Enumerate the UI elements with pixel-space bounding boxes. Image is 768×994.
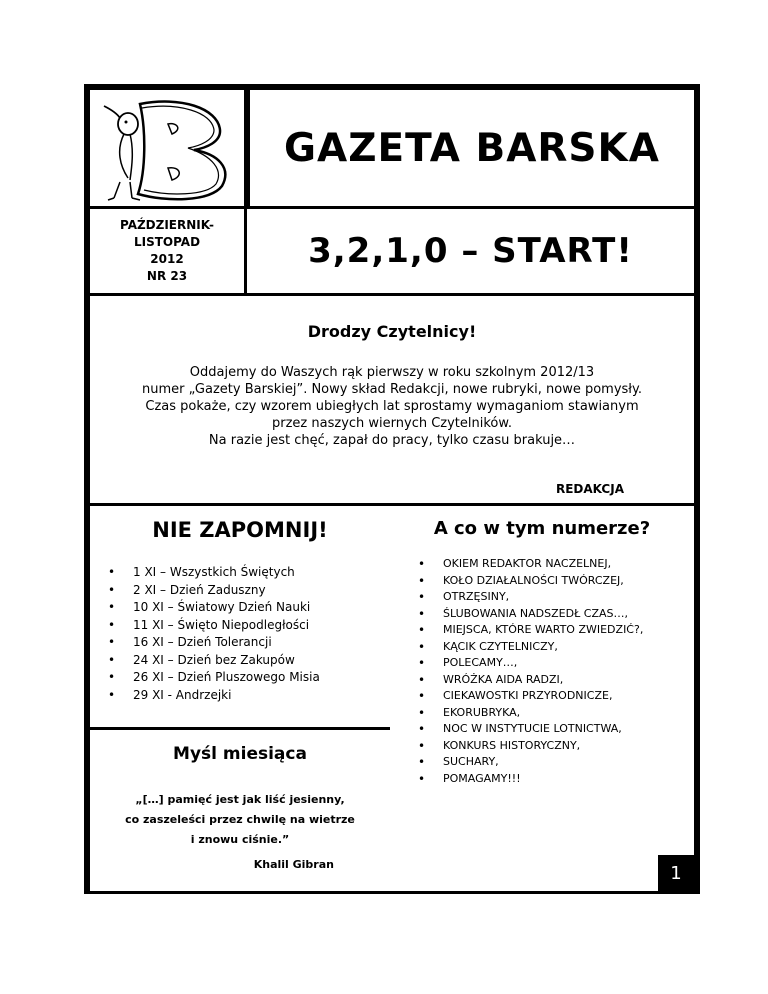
list-item: • KOŁO DZIAŁALNOŚCI TWÓRCZEJ,	[418, 573, 668, 590]
list-item: • MIEJSCA, KTÓRE WARTO ZWIEDZIĆ?,	[418, 622, 668, 639]
list-item: • NOC W INSTYTUCIE LOTNICTWA,	[418, 721, 668, 738]
quote-line: co zaszeleści przez chwilę na wietrze	[125, 813, 355, 826]
quote-author: Khalil Gibran	[253, 858, 334, 871]
letter-b-logo-icon	[90, 90, 244, 206]
list-item: • 11 XI – Święto Niepodległości	[108, 617, 320, 635]
intro-line: Na razie jest chęć, zapał do pracy, tylko czasu brakuje…	[208, 433, 576, 448]
list-item: • 29 XI - Andrzejki	[108, 687, 320, 705]
thought-box	[87, 727, 393, 894]
remember-list	[108, 564, 320, 704]
list-item: • 24 XI – Dzień bez Zakupów	[108, 652, 320, 670]
issue-month: PAŹDZIERNIK-	[120, 218, 214, 232]
list-item: • KONKURS HISTORYCZNY,	[418, 738, 668, 755]
headline-box	[244, 206, 697, 296]
list-item: • 26 XI – Dzień Pluszowego Misia	[108, 669, 320, 687]
intro-line: przez naszych wiernych Czytelników.	[272, 416, 512, 431]
list-item: • POLECAMY…,	[418, 655, 668, 672]
toc-title: A co w tym numerze?	[433, 518, 651, 539]
list-item: • OTRZĘSINY,	[418, 589, 668, 606]
remember-box	[87, 503, 393, 730]
list-item: • KĄCIK CZYTELNICZY,	[418, 639, 668, 656]
list-item: • 10 XI – Światowy Dzień Nauki	[108, 599, 320, 617]
issue-number: NR 23	[146, 269, 188, 283]
thought-title: Myśl miesiąca	[173, 744, 307, 764]
issue-info-box	[87, 206, 247, 296]
masthead-title: GAZETA BARSKA	[284, 125, 660, 171]
masthead-title-box	[247, 87, 697, 209]
remember-title: NIE ZAPOMNIJ!	[152, 518, 328, 542]
list-item: • WRÓŻKA AIDA RADZI,	[418, 672, 668, 689]
list-item: • OKIEM REDAKTOR NACZELNEJ,	[418, 556, 668, 573]
headline: 3,2,1,0 – START!	[308, 231, 633, 271]
logo-box	[87, 87, 247, 209]
list-item: • 16 XI – Dzień Tolerancji	[108, 634, 320, 652]
intro-text	[110, 364, 674, 449]
issue-month-2: LISTOPAD	[133, 235, 201, 249]
issue-year: 2012	[150, 252, 184, 266]
intro-line: Oddajemy do Waszych rąk pierwszy w roku szkolnym 2012/13	[189, 365, 595, 380]
quote-line: i znowu ciśnie.”	[190, 833, 290, 846]
list-item: • CIEKAWOSTKI PRZYRODNICZE,	[418, 688, 668, 705]
list-item: • POMAGAMY!!!	[418, 771, 668, 788]
intro-line: numer „Gazety Barskiej”. Nowy skład Redakcji, nowe rubryki, nowe pomysły.	[142, 382, 642, 397]
intro-line: Czas pokaże, czy wzorem ubiegłych lat sprostamy wymaganiom stawianym	[145, 399, 639, 414]
greeting: Drodzy Czytelnicy!	[307, 322, 477, 341]
quote	[100, 790, 380, 850]
list-item: • SUCHARY,	[418, 754, 668, 771]
intro-box	[87, 293, 697, 506]
quote-line: „[…] pamięć jest jak liść jesienny,	[135, 793, 345, 806]
toc-box	[390, 503, 697, 894]
page-number: 1	[658, 855, 694, 891]
list-item: • 2 XI – Dzień Zaduszny	[108, 582, 320, 600]
toc-list	[418, 556, 668, 787]
list-item: • EKORUBRYKA,	[418, 705, 668, 722]
signature: REDAKCJA	[555, 482, 624, 496]
list-item: • 1 XI – Wszystkich Świętych	[108, 564, 320, 582]
list-item: • ŚLUBOWANIA NADSZEDŁ CZAS…,	[418, 606, 668, 623]
